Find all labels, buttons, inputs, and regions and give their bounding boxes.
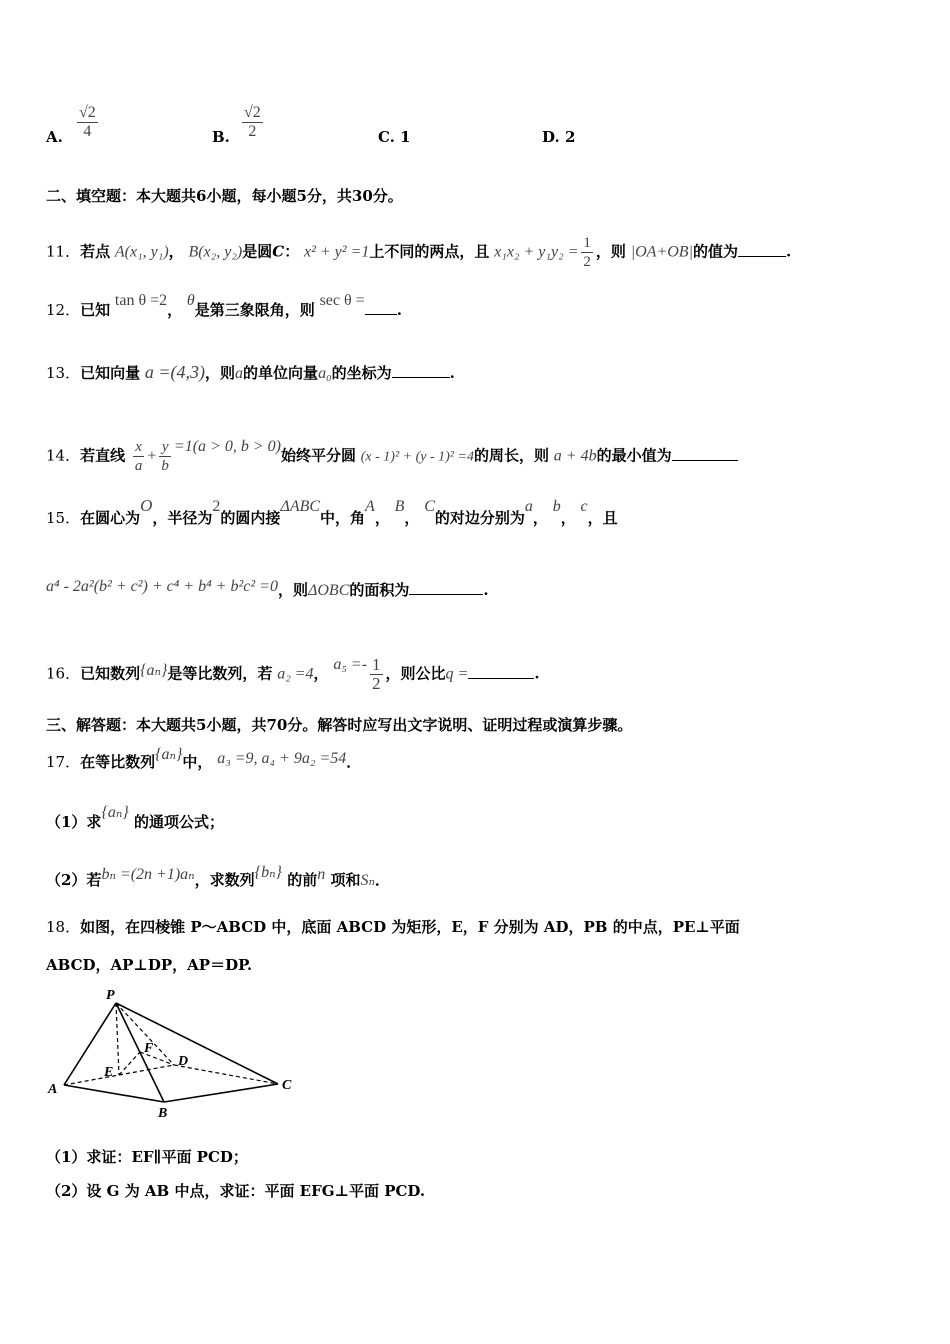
q17-part-1 [46,804,224,833]
option-b-label: B. [212,128,230,146]
q12-text-2: 是第三象限角，则 [194,301,315,319]
question-16: 16．已知数列{aₙ}是等比数列，若 a₂ =4， a₅ =- $\frac{1}{2}$ ，则公比q = . [46,655,540,693]
q17-p2-label: （2）若 [46,871,102,889]
q17-p2-definition: bₙ =(2n +1)aₙ [101,866,195,883]
label-p: P [106,988,115,1003]
q16-number: 16． [46,664,81,683]
q12-theta: θ [186,292,195,309]
q15-text-2: ，半径为 [152,509,213,527]
question-14: 14．若直线 $\frac{x}{a}$ + $\frac{y}{b}$ =1(a > 0, b > 0)始终平分圆 (x - 1)² + (y - 1)² =4的周长，则 a + 4b的最小值为 [46,438,738,475]
q12-answer-blank [365,300,397,315]
option-a-denominator: 4 [83,123,92,140]
q16-text-3: ，则公比 [385,664,446,683]
q18-line-2: ABCD，AP⊥DP，AP＝DP. [46,956,253,974]
option-b-denominator: 2 [248,123,257,140]
label-f: F [144,1041,154,1056]
edge-pe [116,1003,119,1075]
q16-answer-blank [468,664,534,679]
question-12: 12．已知 tan θ =2， θ是第三象限角，则 sec θ =. [46,292,402,319]
q17-p2-text-2: 的前 [287,871,318,889]
q16-text-2: 是等比数列，若 [167,664,273,683]
q15-side-c: c [580,498,588,515]
edge-ab [64,1085,164,1102]
q14-answer-blank [672,446,738,461]
q15-text-5: 的对边分别为 [434,509,525,527]
option-b-fraction [242,104,263,141]
q14-circle-eq: (x - 1)² + (y - 1)² =4 [360,449,474,465]
q15-text-1: 在圆心为 [80,509,141,527]
label-e: E [104,1065,114,1080]
edge-pc [116,1003,278,1084]
question-17 [46,746,362,773]
q11-answer-blank [738,242,786,257]
q17-p2-n: n [317,866,326,883]
q15-angle-a: A [365,498,375,515]
q14-y-over-b [159,438,171,475]
label-a: A [48,1082,58,1097]
q15-angle-c: C [424,498,435,515]
q13-text-2: ，则 [205,364,236,382]
q14-text-1: 若直线 [80,446,126,465]
q15-side-a: a [524,498,533,515]
q14-x-over-a [133,438,145,475]
q11-colon: ： [284,242,300,261]
q17-text-1: 在等比数列 [80,753,156,771]
q13-a: a [235,365,244,382]
q15-text-6: ，且 [587,509,618,527]
question-15 [46,496,618,529]
option-a-numerator: √2 [79,104,96,121]
q13-number: 13． [46,364,81,382]
q11-condition-lhs: x₁x₂ + y₁y₂ = [494,243,579,261]
edge-bc [164,1084,278,1102]
q17-sequence: {aₙ} [155,746,183,763]
option-b-numerator: √2 [244,104,261,121]
label-b: B [158,1106,168,1120]
q17-p2-sequence: {bₙ} [254,864,282,881]
label-d: D [178,1054,189,1069]
q15-text-4: 中，角 [320,509,366,527]
q17-condition: a₃ =9, a₄ + 9a₂ =54 [217,750,347,767]
q14-number: 14． [46,446,81,465]
q15-answer-blank [409,580,483,595]
q11-point-b: B(x₂, y₂) [188,243,243,261]
q14-y: y [159,438,171,457]
option-d [542,128,575,146]
q15-sep-4: ， [560,509,576,527]
q15-angle-b: B [394,498,405,515]
q11-text-1: 若点 [80,242,111,261]
q14-line-rest: =1(a > 0, b > 0) [173,437,281,455]
q17-text-2: 中， [182,753,213,771]
q17-p2-dot: ． [374,871,390,889]
q11-number: 11． [46,242,81,261]
option-a-fraction [77,104,98,141]
q11-cond-denominator: 2 [583,254,591,270]
q12-text-1: 已知 [80,301,111,319]
q12-sec-ask: sec θ = [319,292,365,309]
q11-text-3: 上不同的两点，且 [369,242,490,261]
q15-radius: 2 [212,498,221,515]
q11-text-2: 是圆 [242,242,273,261]
q13-text-3: 的单位向量 [243,364,319,382]
q14-text-2: 始终平分圆 [280,446,356,465]
q15-equation: a⁴ - 2a²(b² + c²) + c⁴ + b⁴ + b²c² =0 [46,578,278,595]
question-15-line-2: a⁴ - 2a²(b² + c²) + c⁴ + b⁴ + b²c² =0，则ΔOBC的面积为 . [46,578,489,599]
q15-text-7: ，则 [277,581,308,599]
q11-text-4: ，则 [595,242,626,261]
q18-number: 18． [46,918,81,936]
q16-numerator: 1 [372,655,381,674]
q14-x: x [133,438,145,457]
q17-dot: ． [346,753,362,771]
q18-part-1: （1）求证：EF∥平面 PCD； [46,1148,248,1166]
q17-p2-sn: Sₙ [360,872,375,889]
q15-text-8: 的面积为 [349,581,410,599]
option-a-label: A. [46,128,63,146]
q15-text-3: 的圆内接 [220,509,281,527]
section2-heading: 二、填空题：本大题共6小题，每小题5分，共30分。 [46,187,403,205]
option-c-label: C. [378,128,395,146]
option-c [378,128,411,146]
segment-ef [119,1052,140,1075]
q13-a0: a₀ [318,365,332,382]
q15-side-b: b [552,498,561,515]
q16-a5: a₅ =- [333,655,368,673]
question-11: 11．若点 A(x₁, y₁)， B(x₂, y₂)是圆C： x² + y² =1上不同的两点，且 x₁x₂ + y₁y₂ = $\frac{1}{2}$ ，则 |OA+OB|的值为 . [46,235,792,270]
label-c: C [282,1078,292,1093]
q14-text-3: 的周长，则 [473,446,549,465]
q15-number: 15． [46,509,81,527]
q16-a2: a₂ =4 [277,665,314,683]
q18-part-2: （2）设 G 为 AB 中点，求证：平面 EFG⊥平面 PCD. [46,1182,426,1200]
q11-circle-eq: x² + y² =1 [303,243,370,261]
q11-expression: |OA+OB| [630,243,693,261]
q16-fraction [370,656,383,693]
q14-b: b [161,458,169,474]
q14-a: a [134,458,143,474]
q15-O: O [140,496,153,515]
q11-cond-numerator: 1 [583,235,591,251]
q11-point-a: A(x₁, y₁) [114,243,169,261]
q16-q: q = [445,665,469,683]
question-18 [46,917,740,937]
q16-denominator: 2 [372,674,381,693]
question-13: 13．已知向量 a =(4,3)，则a的单位向量a₀的坐标为 . [46,362,455,382]
q11-circle-name: C [272,242,285,261]
q14-expression: a + 4b [553,447,597,465]
option-d-label: D. [542,128,560,146]
q13-answer-blank [392,363,450,378]
q17-p2-text-1: ，求数列 [194,871,255,889]
pyramid-figure [46,985,306,1120]
section3-heading: 三、解答题：本大题共5小题，共70分。解答时应写出文字说明、证明过程或演算步骤。 [46,716,633,734]
edge-dc [174,1065,278,1084]
q15-obc: ΔOBC [307,582,350,599]
q16-sequence: {aₙ} [140,661,168,679]
q11-text-5: 的值为 [692,242,738,261]
q16-sep: ， [313,664,329,683]
q13-vector: a =(4,3) [144,362,206,382]
q18-line-1: 如图，在四棱锥 P～ABCD 中，底面 ABCD 为矩形，E，F 分别为 AD，PB 的中点，PE⊥平面 [80,918,740,936]
q15-sep-3: ， [532,509,548,527]
q12-number: 12． [46,301,81,319]
q17-p1-sequence: {aₙ} [101,804,129,821]
q17-part-2 [46,864,390,891]
q17-p1-label: （1）求 [46,813,102,831]
q14-text-4: 的最小值为 [596,446,672,465]
option-d-value: 2 [564,128,576,146]
q15-triangle: ΔABC [280,498,321,515]
q12-tan-eq: tan θ =2 [114,292,168,309]
q11-condition-fraction [581,234,593,271]
q13-text-4: 的坐标为 [331,364,392,382]
q17-number: 17． [46,753,81,771]
q15-sep-2: ， [404,509,420,527]
q16-text-1: 已知数列 [80,664,141,683]
q17-p1-text: 的通项公式； [133,813,224,831]
q11-sep: ， [168,242,184,261]
q15-sep-1: ， [374,509,390,527]
q17-p2-text-3: 项和 [330,871,361,889]
q13-text-1: 已知向量 [80,364,141,382]
q12-sep: ， [167,301,183,319]
option-c-value: 1 [400,128,411,146]
